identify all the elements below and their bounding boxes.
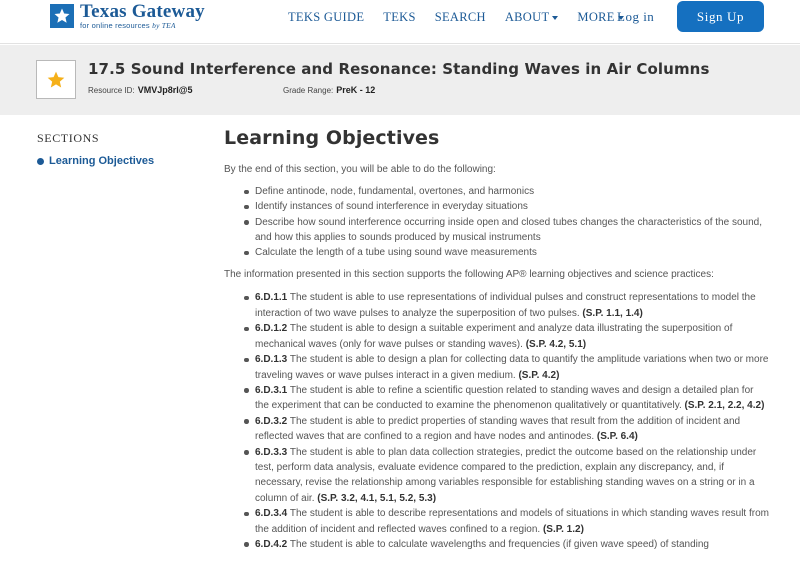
bullet-icon (37, 158, 44, 165)
chevron-down-icon (552, 16, 558, 20)
sections-heading: SECTIONS (37, 131, 100, 145)
list-item: Define antinode, node, fundamental, overtones, and harmonics (244, 184, 769, 199)
grade-range: Grade Range: PreK - 12 (283, 85, 376, 95)
list-item: Describe how sound interference occurring inside open and closed tubes changes the characteristics of the sound, and how this applies to sounds produced by musical instruments (244, 215, 769, 246)
main-nav (288, 10, 643, 25)
resource-id: Resource ID: VMVJp8rI@5 (88, 85, 193, 95)
list-item: 6.D.3.2 The student is able to predict properties of standing waves that result from the addition of incident and reflected waves that are confined to a region and have nodes and antinodes. (S.P. 6.4) (244, 414, 769, 445)
resource-banner (0, 45, 800, 115)
star-icon (46, 70, 66, 90)
page-title: Learning Objectives (224, 127, 440, 149)
nav-more[interactable]: MORE (577, 10, 623, 25)
list-item: 6.D.3.1 The student is able to refine a scientific question related to standing waves and design a detailed plan for the experiment that can be conducted to examine the phenomenon qualitatively or quantitatively. (S.P. 2.1, 2.2, 4.2) (244, 383, 769, 414)
list-item: Identify instances of sound interference in everyday situations (244, 199, 769, 214)
logo-title: Texas Gateway (80, 1, 205, 22)
list-item: 6.D.1.2 The student is able to design a suitable experiment and analyze data illustrating the superposition of mechanical waves (only for wave pulses or standing waves). (S.P. 4.2, 5.1) (244, 321, 769, 352)
signup-button[interactable]: Sign Up (677, 1, 764, 32)
list-item: 6.D.4.2 The student is able to calculate wavelengths and frequencies (if given wave speed) of standing (244, 537, 769, 552)
list-item: Calculate the length of a tube using sound wave measurements (244, 245, 769, 260)
main-content (224, 124, 769, 552)
intro-text: By the end of this section, you will be able to do the following: (224, 164, 496, 175)
nav-search[interactable]: SEARCH (434, 10, 486, 24)
list-item: 6.D.3.4 The student is able to describe representations and models of situations in which standing waves result from the addition of incident and reflected waves confined to a region. (S.P. 1.2) (244, 506, 769, 537)
resource-title: 17.5 Sound Interference and Resonance: Standing Waves in Air Columns (88, 60, 710, 78)
list-item: 6.D.1.3 The student is able to design a plan for collecting data to quantify the amplitude variations when two or more traveling waves or wave pulses interact in a given medium. (S.P. 4.2) (244, 352, 769, 383)
ap-objective-list (244, 290, 769, 552)
logo-subtitle: for online resources by TEA (80, 21, 176, 30)
ap-intro-text: The information presented in this section supports the following AP® learning objectives and science practices: (224, 269, 714, 281)
sidebar-item-learning-objectives[interactable]: Learning Objectives (37, 155, 154, 167)
nav-teks[interactable]: TEKS (383, 10, 416, 24)
list-item: 6.D.3.3 The student is able to plan data collection strategies, predict the outcome based on the relationship under test, perform data analysis, evaluate evidence compared to the prediction, explain any discrepancy, and, if necessary, revise the relationship among variables responsible for establishing standing waves on a string or in a column of air. (S.P. 3.2, 4.1, 5.1, 5.2, 5.3) (244, 445, 769, 507)
list-item: 6.D.1.1 The student is able to use representations of individual pulses and construct representations to model the interaction of two wave pulses to analyze the superposition of two pulses. (S.P. 1.1, 1.4) (244, 290, 769, 321)
nav-teks-guide[interactable]: TEKS GUIDE (288, 10, 365, 24)
top-navbar (0, 0, 800, 44)
star-logo-icon (50, 4, 74, 28)
favorite-button[interactable] (36, 60, 76, 99)
nav-about[interactable]: ABOUT (505, 10, 559, 25)
texas-gateway-logo[interactable] (50, 2, 205, 30)
login-link[interactable]: Log in (617, 9, 655, 24)
objective-list (244, 184, 769, 260)
